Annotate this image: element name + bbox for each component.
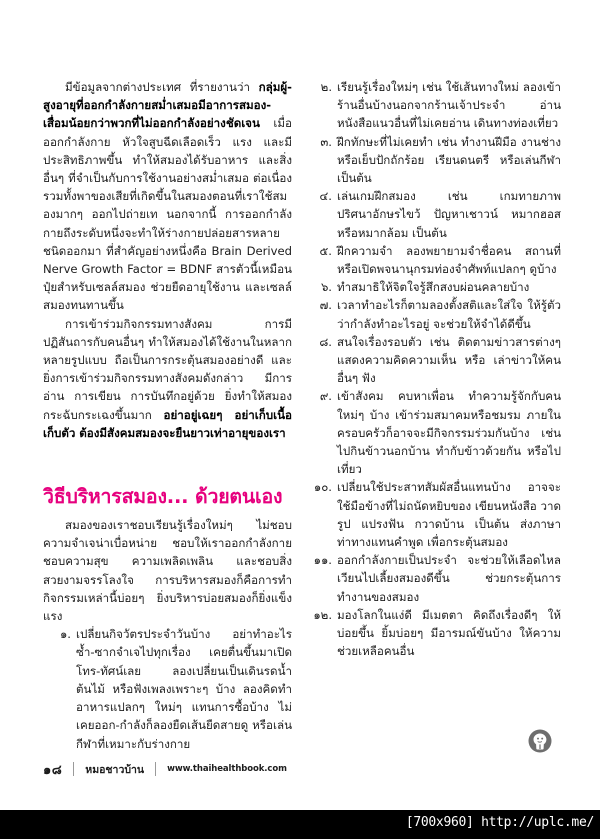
text-run: การเข้าร่วมกิจกรรมทางสังคม การมีปฏิสันถารกับคนอื่นๆ ทำให้สมองได้ใช้งานในหลากหลายรูปแบบ ถือเป็นการกระตุ้นสมองอย่างดี และยิ่งการเข้าร่วมกิจกรรมทางสังคมดังกล่าว มีการอ่าน การเขียน การบันทึกอยู่ด้วย ยิ่งทำให้สมองกระฉับกระเฉงขึ้นมาก (43, 316, 292, 422)
spacer (43, 442, 292, 486)
list-item-number: ๙. (319, 389, 332, 404)
paragraph-intro (43, 78, 292, 315)
spacer (43, 508, 292, 516)
page-sheet (3, 10, 597, 810)
page-number: ๑๘ (43, 762, 63, 778)
list-item-text: ฝึกทักษะที่ไม่เคยทำ เช่น ทำงานฝีมือ งานช่างหรือเย็บปักถักร้อย เรียนดนตรี หรือเล่นกีฬา เป็นต้น (337, 134, 561, 186)
list-item (312, 242, 561, 278)
paragraph-social (43, 315, 292, 442)
face-circle-endmark-icon (527, 728, 553, 754)
list-item-text: เรียนรู้เรื่องใหม่ๆ เช่น ใช้เส้นทางใหม่ ลองเข้าร้านอื่นบ้างนอกจากร้านเจ้าประจำ อ่านหนังสือแนวอื่นที่ไม่เคยอ่าน เดินทางท่องเที่ยว (337, 80, 561, 131)
section-heading: วิธีบริหารสมอง... ด้วยตนเอง (43, 485, 283, 509)
list-item-text: เปลี่ยนใช้ประสาทสัมผัสอื่นแทนบ้าง อาจจะใช้มือข้างที่ไม่ถนัดหยิบของ เขียนหนังสือ วาดรูป แปรงฟัน กวาดบ้าน เป็นต้น ส่งภาษาท่าทางแทนคำพูด เพื่อกระตุ้นสมอง (337, 480, 561, 550)
text-run: สมองของเราชอบเรียนรู้เรื่องใหม่ๆ ไม่ชอบความจำเจน่าเบื่อหน่าย ชอบให้เราออกกำลังกาย ชอบความสุข ความเพลิดเพลิน และชอบสิ่งสวยงามจรรโลงใจ การบริหารสมองก็คือการทำกิจกรรมเหล่านี้บ่อยๆ ยิ่งบริหารบ่อยสมองก็ยิ่งแข็งแรง (43, 518, 292, 624)
list-item-number: ๖. (320, 280, 332, 295)
list-item (312, 187, 561, 242)
list-item-text: เวลาทำอะไรก็ตามลองตั้งสติและใส่ใจ ให้รู้ตัวว่ากำลังทำอะไรอยู่ จะช่วยให้จำได้ดีขึ้น (337, 298, 561, 331)
list-item-text: เล่นเกมฝึกสมอง เช่น เกมทายภาพ ปริศนาอักษรไขว้ ปัญหาเชาวน์ หมากฮอส หรือหมากล้อม เป็นต้น (337, 189, 561, 240)
list-item (312, 606, 561, 661)
page-footer (43, 760, 287, 778)
list-item (312, 78, 561, 133)
watermark-text: [700x960] http://uplc.me/ (405, 815, 594, 830)
list-item-number: ๑. (59, 627, 71, 642)
list-item-text: ฝึกความจำ ลองพยายามจำชื่อคน สถานที่ หรือเปิดพจนานุกรมท่องจำศัพท์แปลกๆ ดูบ้าง (337, 243, 561, 277)
list-item (43, 625, 292, 752)
right-column (312, 78, 561, 754)
list-item-text: มองโลกในแง่ดี มีเมตตา คิดถึงเรื่องดีๆ ให้บ่อยขึ้น ยิ้มบ่อยๆ มีอารมณ์ขันบ้าง ให้ความช่วยเหลือคนอื่น (337, 607, 561, 659)
list-item-number: ๘. (319, 334, 332, 349)
list-item (312, 478, 561, 551)
text-run-bold: อย่าอยู่เฉยๆ อย่าเก็บเนื้อเก็บตัว ต้องมีสังคมสมองจะยืนยาวเท่าอายุของเรา (43, 407, 292, 440)
watermark-bar (0, 810, 600, 839)
paragraph-brain-likes (43, 516, 292, 625)
right-numbered-list (312, 78, 561, 661)
list-item-number: ๑๑. (313, 553, 332, 568)
list-item-number: ๑๐. (313, 480, 332, 495)
list-item-number: ๑๒. (313, 607, 332, 622)
list-item-text: เข้าสังคม คบหาเพื่อน ทำความรู้จักกับคนใหม่ๆ บ้าง เข้าร่วมสมาคมหรือชมรม ภายในครอบครัวก็อาจจะมีกิจกรรมร่วมกันบ้าง เช่น ไปกินข้าวนอกบ้าน ทำกับข้าวด้วยกัน หรือไปเที่ยว (337, 389, 561, 477)
list-item-text: ทำสมาธิให้จิตใจรู้สึกสงบผ่อนคลายบ้าง (337, 280, 530, 295)
list-item (312, 278, 561, 296)
two-column-layout (43, 78, 561, 754)
footer-divider (73, 762, 74, 776)
list-item-number: ๗. (319, 298, 332, 313)
list-item-text: สนใจเรื่องรอบตัว เช่น ติดตามข่าวสารต่างๆ แสดงความคิดความเห็น หรือ เล่าข่าวให้คนอื่นๆ ฟัง (337, 334, 561, 386)
list-item (312, 333, 561, 388)
list-item (312, 551, 561, 606)
footer-divider (155, 762, 156, 776)
magazine-name: หมอชาวบ้าน (85, 763, 145, 776)
list-item-number: ๒. (320, 80, 332, 94)
list-item (312, 296, 561, 332)
website-url[interactable]: www.thaihealthbook.com (167, 764, 287, 774)
list-item-text: ออกกำลังกายเป็นประจำ จะช่วยให้เลือดไหลเวียนไปเลี้ยงสมองดีขึ้น ช่วยกระตุ้นการทำงานของสมอง (337, 553, 561, 604)
list-item-number: ๕. (319, 243, 332, 258)
text-run-bold: กลุ่มผู้-สูงอายุที่ออกกำลังกายสม่ำเสมอมีอาการสมอง-เสื่อมน้อยกว่าพวกที่ไม่ออกกำลังอย่างชัดเจน (43, 80, 292, 131)
list-item (312, 387, 561, 478)
list-item (312, 133, 561, 188)
left-numbered-list (43, 625, 292, 752)
list-item-number: ๔. (319, 189, 332, 204)
list-item-number: ๓. (320, 134, 332, 149)
text-run: เมื่อออกกำลังกาย หัวใจสูบฉีดเลือดเร็ว แรง และมีประสิทธิภาพขึ้น ทำให้สมองได้รับอาหาร และสิ่งอื่นๆ ที่จำเป็นกับการใช้งานอย่างสม่ำเสมอ ต่อเนื่อง รวมทั้งพาของเสียที่เกิดขึ้นในสมองตอนที่เราใช้สมองมากๆ ออกไปถ่ายเท นอกจากนี้ การออกกำลังกายถึงระดับหนึ่งจะทำให้ร่างกายปล่อยสารหลายชนิดออกมา ที่สำคัญอย่างหนึ่งคือ Brain Derived Nerve Growth Factor = BDNF สารตัวนี้เหมือนปุ๋ยสำหรับเซลล์สมอง ช่วยยืดอายุใช้งาน และเซลล์สมองทนทานขึ้น (43, 116, 292, 313)
left-column (43, 78, 292, 754)
text-run: มีข้อมูลจากต่างประเทศ ที่รายงานว่า (65, 80, 259, 94)
list-item-text: เปลี่ยนกิจวัตรประจำวันบ้าง อย่าทำอะไรซ้ำ-ซากจำเจไปทุกเรื่อง เคยตื่นขึ้นมาเปิดโทร-ทัศน์เลย ลองเปลี่ยนเป็นเดินรดน้ำต้นไม้ หรือฟังเพลงเพราะๆ บ้าง ลองคิดทำอาหารแปลกๆ ใหม่ๆ แทนการซื้อบ้าง ไม่เคยออก-กำลังก็ลองยืดเส้นยืดสายดู หรือเล่นกีฬาที่เหมาะกับร่างกาย (76, 627, 292, 751)
